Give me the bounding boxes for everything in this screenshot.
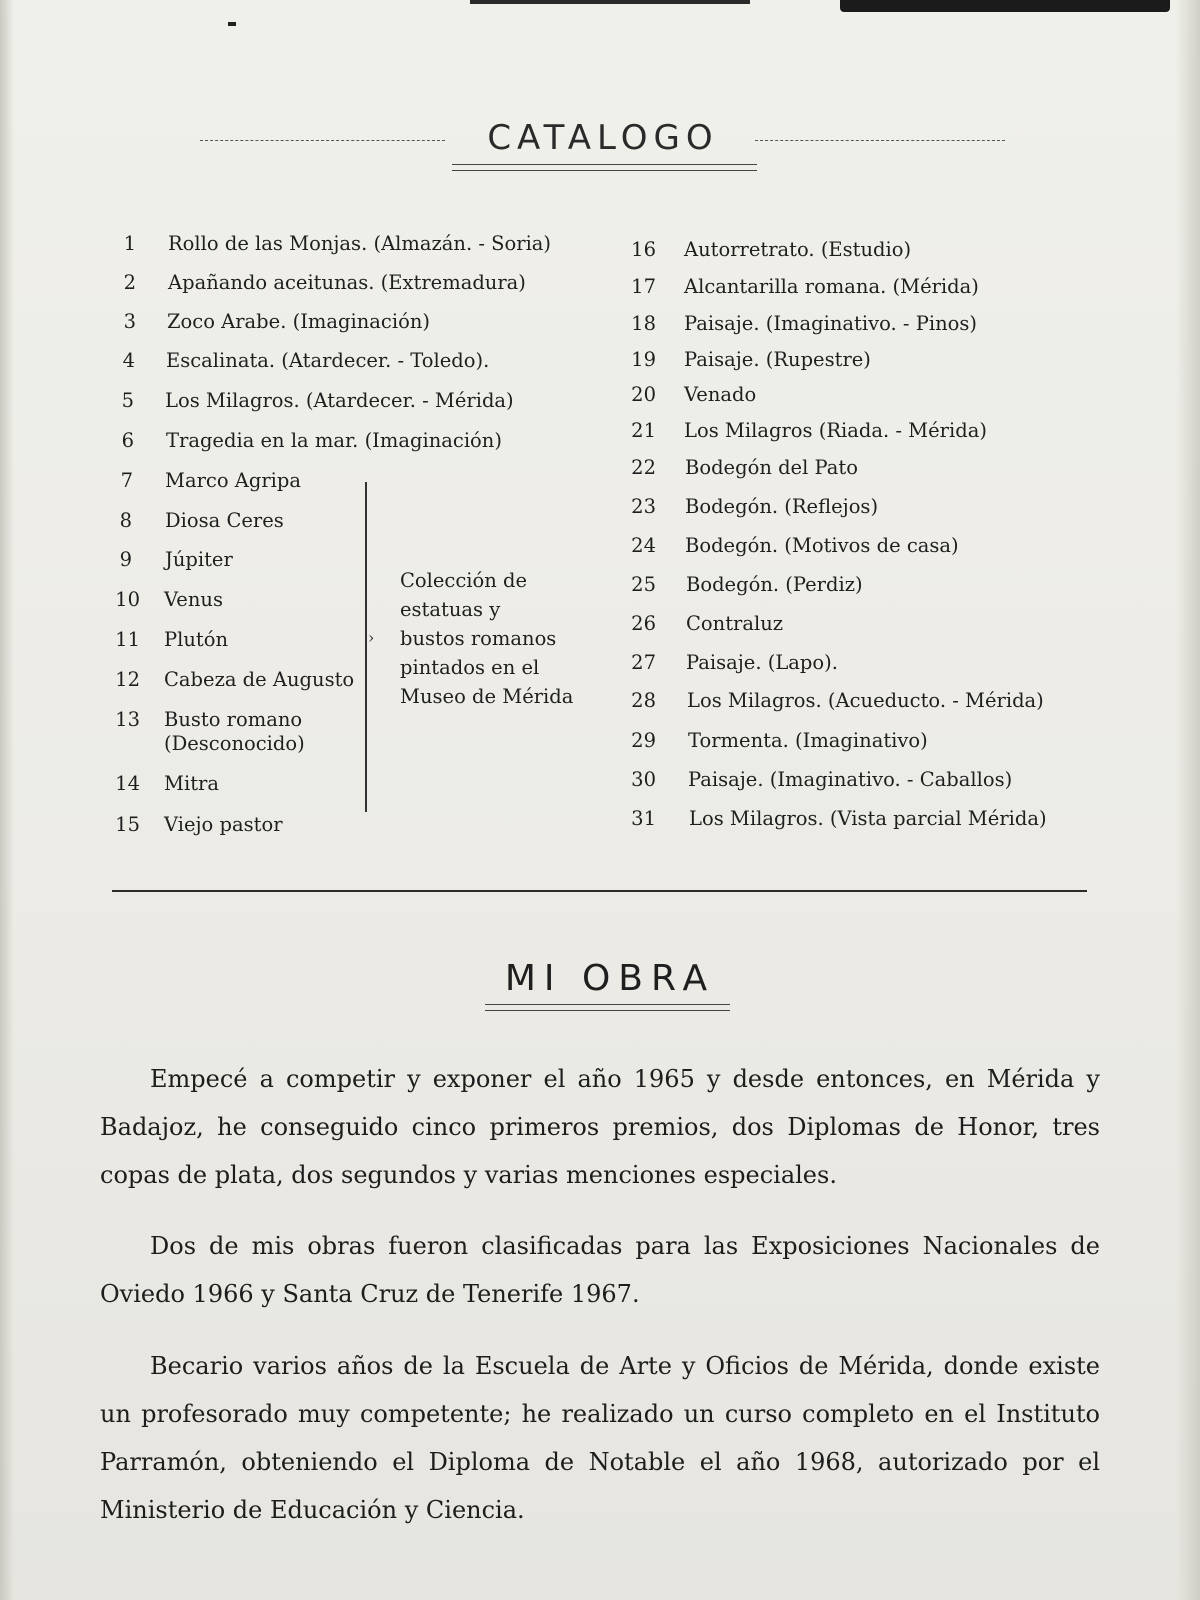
item-number: 12 (115, 668, 140, 691)
item-title: Marco Agripa (165, 469, 302, 492)
item-number: 2 (123, 271, 136, 294)
item-title: Rollo de las Monjas. (Almazán. - Soria) (168, 232, 552, 255)
item-number: 5 (121, 389, 134, 412)
item-number: 11 (115, 628, 140, 651)
obra-paragraph-text: Dos de mis obras fueron clasificadas para las Exposiciones Nacionales de Oviedo 1966 y Santa Cruz de Tenerife 1967. (100, 1232, 1100, 1308)
collection-note-line: pintados en el (400, 656, 540, 679)
item-title: Alcantarilla romana. (Mérida) (684, 275, 979, 298)
item-title: Cabeza de Augusto (164, 668, 355, 691)
item-number: 31 (631, 807, 656, 830)
item-title: Zoco Arabe. (Imaginación) (167, 310, 430, 333)
heading-dash-left (200, 140, 445, 141)
page-edge-shadow-right (1176, 0, 1200, 1600)
item-number: 23 (631, 495, 656, 518)
item-title: Paisaje. (Imaginativo. - Caballos) (688, 768, 1013, 791)
item-title: Bodegón. (Perdiz) (686, 573, 863, 596)
item-number: 24 (631, 534, 656, 557)
collection-note-line: Colección de (400, 569, 528, 592)
obra-paragraph (100, 1055, 1100, 1199)
item-title: Viejo pastor (164, 813, 283, 836)
item-number: 3 (123, 310, 136, 333)
item-number: 28 (631, 689, 656, 712)
item-title: Los Milagros. (Vista parcial Mérida) (689, 807, 1047, 830)
item-title: Autorretrato. (Estudio) (684, 238, 912, 261)
item-title: Bodegón. (Reflejos) (685, 495, 879, 518)
collection-note-line: bustos romanos (400, 627, 557, 650)
obra-paragraph (100, 1342, 1100, 1534)
item-number: 25 (631, 573, 656, 596)
item-title: Júpiter (165, 548, 233, 571)
item-number: 26 (631, 612, 656, 635)
item-title: Escalinata. (Atardecer. - Toledo). (166, 349, 490, 372)
collection-note (400, 566, 600, 711)
section-divider (112, 890, 1087, 892)
bleed-through-mark (840, 0, 1170, 12)
item-number: 14 (115, 772, 140, 795)
item-title: Apañando aceitunas. (Extremadura) (168, 271, 526, 294)
item-title: Tragedia en la mar. (Imaginación) (166, 429, 502, 452)
item-title: Paisaje. (Lapo). (686, 651, 838, 674)
bracket-point-icon: › (368, 628, 375, 647)
obra-title-underline (485, 1004, 730, 1011)
item-number: 8 (119, 509, 132, 532)
item-number: 17 (631, 275, 656, 298)
item-title: Venado (684, 383, 757, 406)
item-title: Bodegón. (Motivos de casa) (685, 534, 959, 557)
catalog-title: CATALOGO (487, 118, 719, 158)
item-number: 18 (631, 312, 656, 335)
item-title: Los Milagros. (Acueducto. - Mérida) (687, 689, 1044, 712)
item-number: 7 (120, 469, 133, 492)
collection-note-line: estatuas y (400, 598, 501, 621)
item-title: Contraluz (686, 612, 784, 635)
obra-paragraph (100, 1222, 1100, 1318)
item-number: 29 (631, 729, 656, 752)
item-number: 15 (115, 813, 140, 836)
item-number: 21 (631, 419, 656, 442)
item-title: Plutón (164, 628, 229, 651)
item-number: 16 (631, 238, 656, 261)
item-number: 13 (115, 708, 140, 731)
obra-title: MI OBRA (504, 958, 716, 999)
item-title-second-line: (Desconocido) (164, 732, 305, 755)
item-title: Bodegón del Pato (685, 456, 858, 479)
item-title: Los Milagros. (Atardecer. - Mérida) (165, 389, 514, 412)
collection-note-line: Museo de Mérida (400, 685, 574, 708)
item-number: 22 (631, 456, 656, 479)
item-number: 20 (631, 383, 656, 406)
item-title: Venus (164, 588, 223, 611)
item-number: 30 (631, 768, 656, 791)
item-title: Paisaje. (Rupestre) (684, 348, 871, 371)
ink-speck (228, 22, 236, 26)
collection-bracket (365, 482, 373, 812)
item-title: Tormenta. (Imaginativo) (688, 729, 928, 752)
item-title: Diosa Ceres (165, 509, 284, 532)
item-number: 1 (123, 232, 136, 255)
item-title: Busto romano (164, 708, 303, 731)
obra-paragraph-text: Empecé a competir y exponer el año 1965 y desde entonces, en Mérida y Badajoz, he conseguido cinco primeros premios, dos Diplomas de Honor, tres copas de plata, dos segundos y varias menciones especiales. (100, 1065, 1100, 1189)
item-number: 9 (119, 548, 132, 571)
item-number: 19 (631, 348, 656, 371)
top-edge-mark (470, 0, 750, 4)
item-title: Mitra (164, 772, 219, 795)
item-number: 27 (631, 651, 656, 674)
item-number: 10 (115, 588, 140, 611)
obra-paragraph-text: Becario varios años de la Escuela de Arte y Oficios de Mérida, donde existe un profesorado muy competente; he realizado un curso completo en el Instituto Parramón, obteniendo el Diploma de Notable el año 1968, autorizado por el Ministerio de Educación y Ciencia. (100, 1352, 1100, 1524)
catalog-title-underline (452, 164, 757, 171)
item-number: 6 (121, 429, 134, 452)
item-title: Los Milagros (Riada. - Mérida) (684, 419, 987, 442)
page-edge-shadow-left (0, 0, 14, 1600)
item-number: 4 (122, 349, 135, 372)
heading-dash-right (755, 140, 1005, 141)
item-title: Paisaje. (Imaginativo. - Pinos) (684, 312, 977, 335)
